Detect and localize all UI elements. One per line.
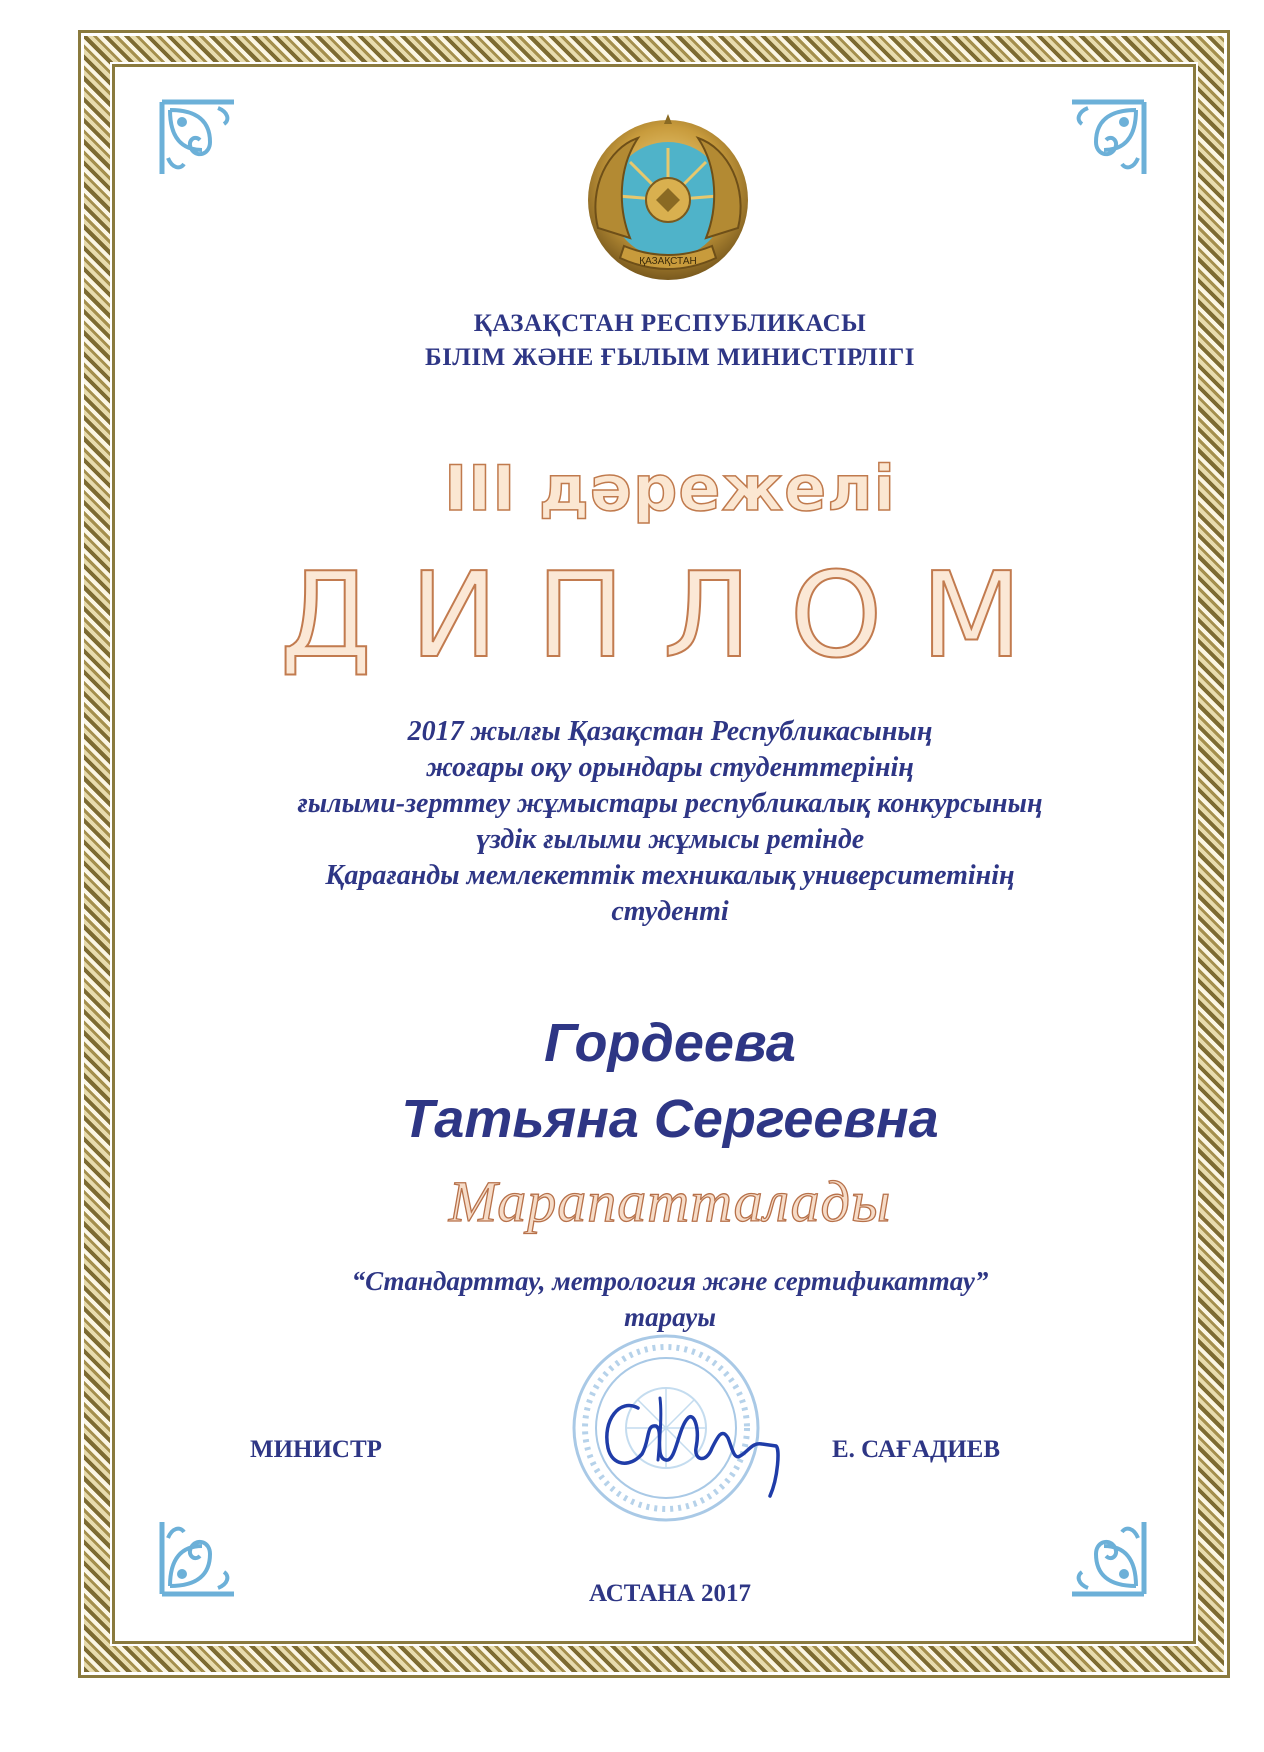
signatory-title: МИНИСТР (250, 1436, 382, 1463)
kazakhstan-state-emblem-icon (568, 108, 768, 286)
section-name: “Стандарттау, метрология және сертификаттау” (351, 1266, 989, 1296)
minister-signature (590, 1368, 790, 1518)
corner-ornament-icon (158, 1518, 238, 1598)
ministry-line-1: ҚАЗАҚСТАН РЕСПУБЛИКАСЫ (473, 310, 867, 337)
awarded-text: Марапатталады (448, 1169, 892, 1234)
emblem-banner-text: ҚАЗАҚСТАН (639, 256, 697, 267)
citation-line: ғылыми-зерттеу жұмыстары республикалық конкурсының (297, 788, 1043, 819)
citation-line: үздік ғылыми жұмысы ретінде (475, 824, 865, 855)
citation-text (190, 714, 1150, 930)
recipient-surname: Гордеева (544, 1013, 796, 1073)
signatory-name: Е. САҒАДИЕВ (832, 1436, 1000, 1463)
citation-line: жоғары оқу орындары студенттерінің (426, 752, 914, 783)
citation-line: студенті (611, 896, 729, 927)
section-word: тарауы (624, 1302, 716, 1332)
diploma-title: ДИПЛОМ (279, 546, 1061, 684)
corner-ornament-icon (1068, 1518, 1148, 1598)
recipient-given-names: Татьяна Сергеевна (401, 1089, 939, 1149)
ministry-line-2: БІЛІМ ЖӘНЕ ҒЫЛЫМ МИНИСТІРЛІГІ (425, 344, 915, 371)
citation-line: Қарағанды мемлекеттік техникалық университетінің (325, 860, 1015, 891)
corner-ornament-icon (158, 98, 238, 178)
corner-ornament-icon (1068, 98, 1148, 178)
citation-line: 2017 жылғы Қазақстан Республикасының (407, 716, 933, 747)
degree-heading: ІІІ дәрежелі (444, 452, 896, 525)
place-and-year: АСТАНА 2017 (588, 1580, 752, 1607)
